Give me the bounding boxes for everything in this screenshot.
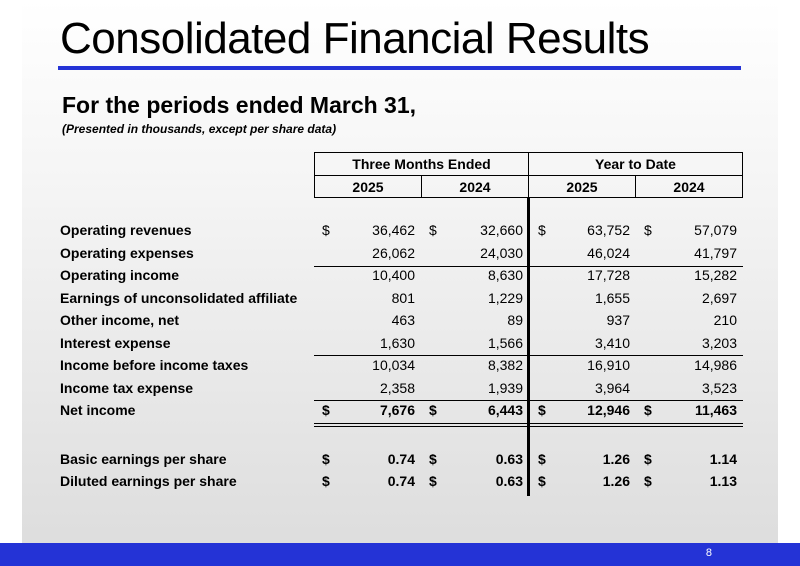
table-cell: 36,462 bbox=[372, 222, 415, 238]
table-cell: 1,630 bbox=[379, 335, 415, 351]
currency-symbol: $ bbox=[429, 473, 437, 489]
table-cell: 6,443 bbox=[487, 402, 523, 418]
currency-symbol: $ bbox=[538, 222, 546, 238]
header-year-2025-ytd: 2025 bbox=[528, 175, 636, 198]
currency-symbol: $ bbox=[644, 473, 652, 489]
currency-symbol: $ bbox=[429, 222, 437, 238]
table-cell: 1.14 bbox=[709, 451, 737, 467]
title-underline bbox=[58, 66, 741, 70]
table-cell: 63,752 bbox=[587, 222, 630, 238]
row-label: Income tax expense bbox=[60, 380, 194, 396]
table-cell: 3,523 bbox=[701, 380, 737, 396]
table-cell: 32,660 bbox=[480, 222, 523, 238]
header-year-2025-q: 2025 bbox=[314, 175, 422, 198]
row-label: Diluted earnings per share bbox=[60, 473, 237, 489]
table-cell: 24,030 bbox=[480, 245, 523, 261]
rule-before-net-income bbox=[314, 400, 743, 401]
currency-symbol: $ bbox=[644, 222, 652, 238]
table-cell: 1,939 bbox=[487, 380, 523, 396]
table-cell: 1,229 bbox=[487, 290, 523, 306]
table-cell: 41,797 bbox=[694, 245, 737, 261]
header-year-2024-ytd: 2024 bbox=[635, 175, 743, 198]
table-cell: 8,382 bbox=[487, 357, 523, 373]
currency-symbol: $ bbox=[322, 473, 330, 489]
table-cell: 0.74 bbox=[387, 473, 415, 489]
table-cell: 1.13 bbox=[709, 473, 737, 489]
row-label: Operating revenues bbox=[60, 222, 192, 238]
table-cell: 1,566 bbox=[487, 335, 523, 351]
table-cell: 10,400 bbox=[372, 267, 415, 283]
table-cell: 3,203 bbox=[701, 335, 737, 351]
page-number: 8 bbox=[705, 547, 712, 559]
currency-symbol: $ bbox=[644, 402, 652, 418]
table-cell: 16,910 bbox=[587, 357, 630, 373]
table-cell: 1,655 bbox=[594, 290, 630, 306]
table-cell: 3,964 bbox=[594, 380, 630, 396]
currency-symbol: $ bbox=[429, 451, 437, 467]
table-cell: 3,410 bbox=[594, 335, 630, 351]
row-label: Income before income taxes bbox=[60, 357, 249, 373]
table-cell: 26,062 bbox=[372, 245, 415, 261]
table-cell: 12,946 bbox=[587, 402, 630, 418]
row-label: Other income, net bbox=[60, 312, 180, 328]
subtitle: For the periods ended March 31, bbox=[62, 92, 417, 118]
table-cell: 2,358 bbox=[379, 380, 415, 396]
header-three-months: Three Months Ended bbox=[314, 152, 529, 176]
row-label: Basic earnings per share bbox=[60, 451, 227, 467]
table-cell: 0.63 bbox=[495, 473, 523, 489]
page-title: Consolidated Financial Results bbox=[60, 14, 650, 63]
currency-symbol: $ bbox=[322, 451, 330, 467]
row-label: Operating income bbox=[60, 267, 180, 283]
currency-symbol: $ bbox=[322, 402, 330, 418]
row-label: Operating expenses bbox=[60, 245, 194, 261]
table-cell: 1.26 bbox=[602, 451, 630, 467]
currency-symbol: $ bbox=[322, 222, 330, 238]
table-cell: 937 bbox=[606, 312, 630, 328]
footer-bar bbox=[0, 543, 800, 566]
table-cell: 801 bbox=[391, 290, 415, 306]
currency-symbol: $ bbox=[644, 451, 652, 467]
table-cell: 463 bbox=[391, 312, 415, 328]
table-cell: 2,697 bbox=[701, 290, 737, 306]
table-cell: 8,630 bbox=[487, 267, 523, 283]
rule-net-income-double-top bbox=[314, 423, 743, 424]
row-label: Earnings of unconsolidated affiliate bbox=[60, 290, 298, 306]
table-cell: 10,034 bbox=[372, 357, 415, 373]
table-cell: 15,282 bbox=[694, 267, 737, 283]
table-cell: 7,676 bbox=[379, 402, 415, 418]
header-year-to-date: Year to Date bbox=[528, 152, 743, 176]
units-note: (Presented in thousands, except per share data) bbox=[62, 122, 337, 136]
currency-symbol: $ bbox=[538, 402, 546, 418]
row-label: Interest expense bbox=[60, 335, 171, 351]
table-cell: 46,024 bbox=[587, 245, 630, 261]
rule-net-income-double-bottom bbox=[314, 426, 743, 427]
header-year-2024-q: 2024 bbox=[421, 175, 529, 198]
column-divider bbox=[527, 198, 530, 496]
table-cell: 11,463 bbox=[694, 402, 737, 418]
table-cell: 17,728 bbox=[587, 267, 630, 283]
table-cell: 14,986 bbox=[694, 357, 737, 373]
currency-symbol: $ bbox=[538, 473, 546, 489]
table-cell: 210 bbox=[713, 312, 737, 328]
table-cell: 57,079 bbox=[694, 222, 737, 238]
row-label: Net income bbox=[60, 402, 136, 418]
table-cell: 89 bbox=[507, 312, 523, 328]
table-cell: 1.26 bbox=[602, 473, 630, 489]
table-cell: 0.63 bbox=[495, 451, 523, 467]
currency-symbol: $ bbox=[538, 451, 546, 467]
rule-before-pretax-income bbox=[314, 355, 743, 356]
currency-symbol: $ bbox=[429, 402, 437, 418]
table-cell: 0.74 bbox=[387, 451, 415, 467]
